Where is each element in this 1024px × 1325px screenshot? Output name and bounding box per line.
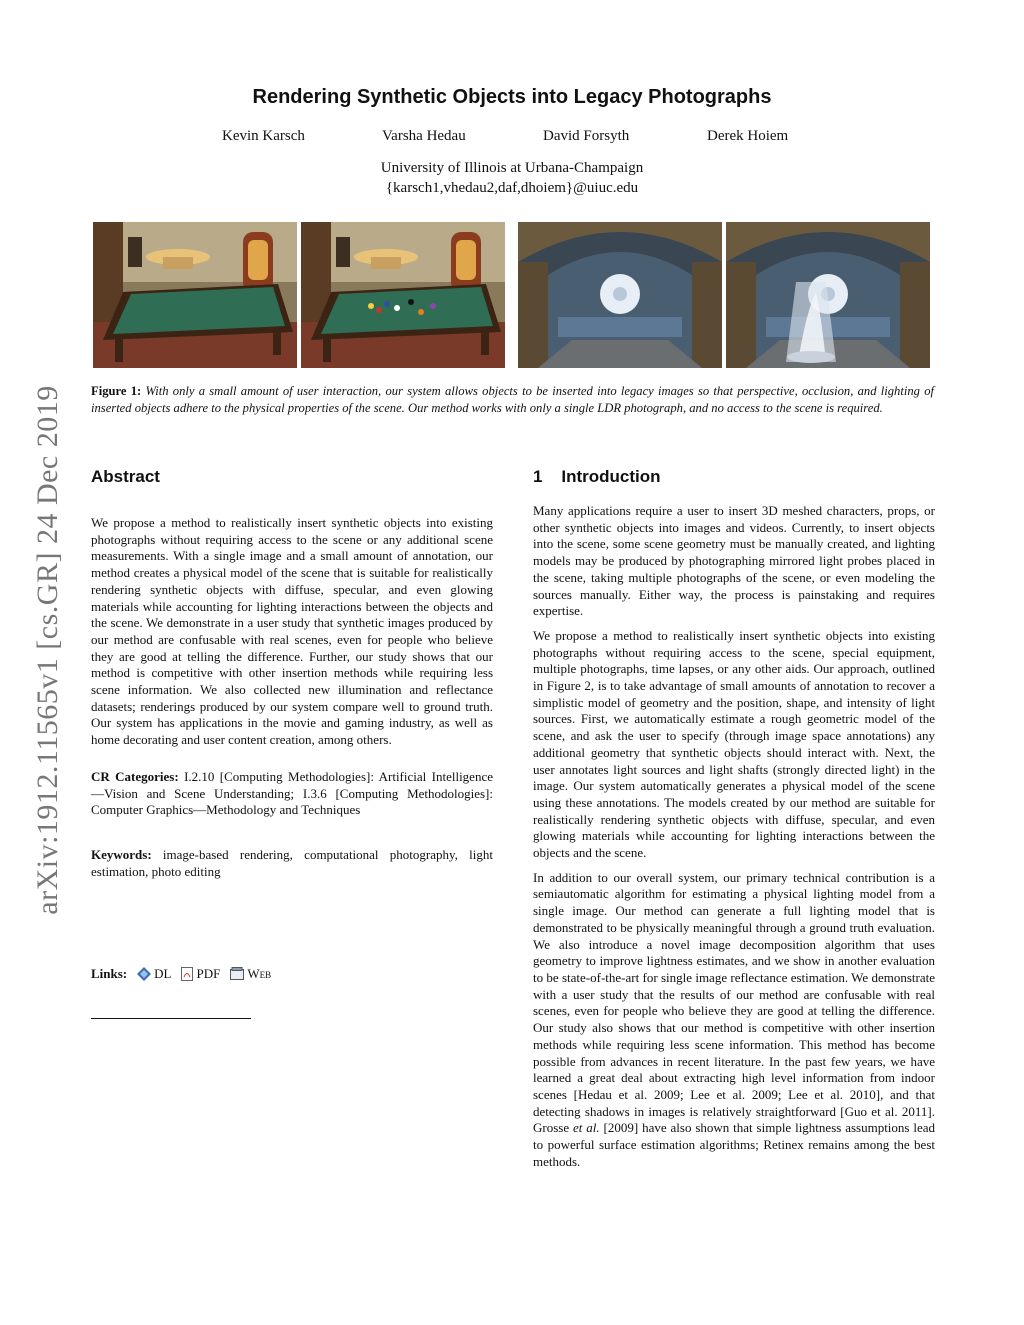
intro-heading [533, 467, 661, 487]
emails: {karsch1,vhedau2,daf,dhoiem}@uiuc.edu [385, 180, 639, 196]
figure-label: Figure 1: [91, 384, 142, 398]
affiliation: University of Illinois at Urbana-Champaign [380, 160, 644, 176]
author-1: Kevin Karsch [222, 128, 305, 144]
cr-label: CR Categories: [91, 768, 179, 784]
figure-image-pool-original [93, 222, 297, 368]
figure-image-hall-inserted [726, 222, 930, 368]
pdf-link[interactable] [181, 966, 220, 982]
links-row [91, 966, 271, 982]
author-4: Derek Hoiem [707, 128, 789, 144]
arxiv-id-text: arXiv:1912.11565v1 [cs.GR] 24 Dec 2019 [31, 385, 64, 915]
intro-column [533, 503, 935, 1178]
affiliation-block [0, 158, 1024, 198]
figure-image-pool-inserted [301, 222, 505, 368]
author-3: David Forsyth [543, 128, 630, 144]
arxiv-sidebar-id [28, 350, 68, 950]
intro-number: 1 [533, 467, 543, 486]
keywords-label: Keywords: [91, 846, 152, 862]
keywords [91, 847, 493, 880]
figure-caption-text: With only a small amount of user interaction, our system allows objects to be inserted into legacy images so that perspective, occlusion, and lighting of inserted objects adhere to the physical properties of the scene. Our method works with only a single LDR photograph, and no access to the scene is required. [91, 384, 934, 415]
pdf-link-label: PDF [196, 966, 221, 981]
cr-text: I.2.10 [Computing Methodologies]: Artificial Intelligence—Vision and Scene Understanding; I.3.6 [Computing Methodologies]: Computer Graphics—Methodology and Techniques [91, 768, 493, 818]
web-link-label: Web [247, 966, 272, 981]
keywords-text: image-based rendering, computational photography, light estimation, photo editing [91, 846, 493, 879]
intro-paragraph-2: We propose a method to realistically insert synthetic objects into existing photographs without requiring access to the scene, special equipment, multiple photographs, time lapses, or any other aids. Our approach, outlined in Figure 2, is to take advantage of small amounts of annotation to recover a simplistic model of geometry and the position, shape, and intensity of light sources. First, we automatically estimate a rough geometric model of the scene, and ask the user to specify (through image space annotations) any additional geometry that synthetic objects should interact with. Next, the user annotates light sources and light shafts (strongly directed light) in the image. Our system automatically generates a physical model of the scene using these annotations. The models created by our method are suitable for realistically rendering synthetic objects with diffuse, specular, and even glowing materials while accounting for lighting interactions between the objects and the scene. [533, 627, 935, 861]
intro-paragraph-3-part-b: [2009] have also shown that simple lightness assumptions lead to powerful surface estimation algorithms; Retinex remains among the best methods. [533, 1120, 936, 1169]
paper-title: Rendering Synthetic Objects into Legacy Photographs [252, 86, 772, 108]
dl-link[interactable] [137, 966, 171, 982]
cr-categories [91, 769, 493, 819]
intro-paragraph-3 [533, 870, 935, 1171]
abstract-heading: Abstract [91, 467, 160, 486]
web-page-icon [230, 967, 244, 981]
intro-paragraph-3-etal: et al. [573, 1120, 600, 1136]
intro-paragraph-1: Many applications require a user to insert 3D meshed characters, props, or other synthetic objects into images and videos. Currently, to insert objects into the scene, some scene geometry must be manually created, and lighting models may be produced by photographing mirrored light probes placed in the scene, taking multiple photographs of the scene, or even modeling the sources manually. Either way, the process is painstaking and requires expertise. [533, 503, 935, 619]
dl-link-label: DL [154, 966, 172, 981]
author-list [0, 128, 1024, 148]
intro-title: Introduction [561, 467, 661, 486]
diamond-icon [137, 967, 151, 981]
abstract-column [91, 515, 493, 888]
web-link[interactable] [230, 966, 271, 982]
figure-1-caption [91, 383, 934, 417]
figure-image-hall-original [518, 222, 722, 368]
author-2: Varsha Hedau [382, 128, 466, 144]
figure-1-images [0, 222, 1024, 370]
footnote-divider [91, 1018, 251, 1019]
abstract-text: We propose a method to realistically insert synthetic objects into existing photographs without requiring access to the scene or any additional scene measurements. With a single image and a small amount of annotation, our method creates a physical model of the scene that is suitable for realistically rendering synthetic objects with diffuse, specular, and even glowing materials while accounting for lighting interactions between the objects and the scene. We demonstrate in a user study that synthetic images produced by our method are confusable with real scenes, even for people who believe they are good at telling the difference. Further, our study shows that our method is competitive with other insertion methods while requiring less scene information. We also collected new illumination and reflectance datasets; renderings produced by our system compare well to ground truth. Our system has applications in the movie and gaming industry, as well as home decorating and user content creation, among others. [91, 515, 493, 748]
pdf-file-icon [181, 967, 193, 981]
intro-paragraph-3-part-a: In addition to our overall system, our primary technical contribution is a semiautomatic algorithm for estimating a physical lighting model from a single image. Our method can generate a full lighting model that is demonstrated to be physically meaningful through a ground truth evaluation. We also introduce a novel image decomposition algorithm that uses geometry to improve lightness estimates, and we show in another evaluation to be state-of-the-art for single image reflectance estimation. We demonstrate with a user study that the results of our method are confusable with real scenes, even for people who believe they are good at telling the difference. Our study also shows that our method is competitive with other insertion methods while requiring less scene information. This method has become possible from advances in recent literature. In the past few years, we have learned a great deal about extracting high level information from indoor scenes [Hedau et al. 2009; Lee et al. 2009; Lee et al. 2010], and that detecting shadows in images is relatively straightforward [Guo et al. 2011]. Grosse [533, 869, 935, 1136]
links-label: Links: [91, 966, 128, 981]
